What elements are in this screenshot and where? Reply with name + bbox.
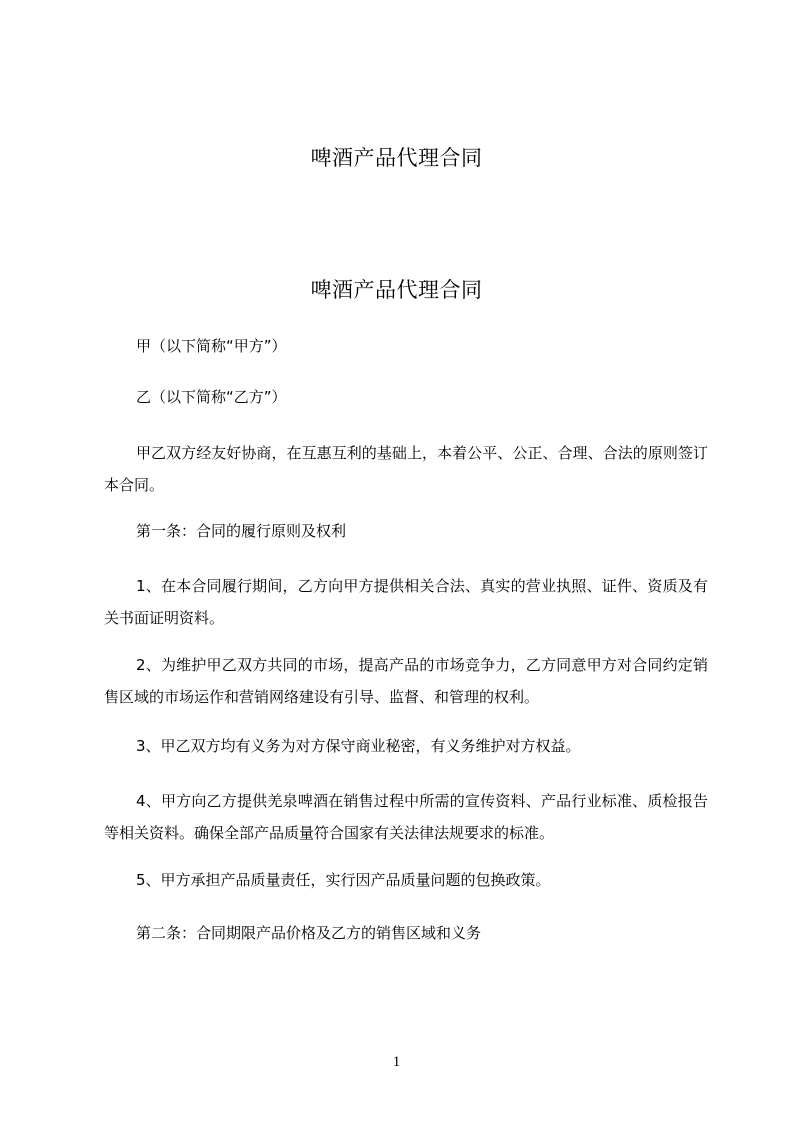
article-1-item-2: 2、为维护甲乙双方共同的市场，提高产品的市场竞争力，乙方同意甲方对合同约定销售区域的市场运作和营销网络建设有引导、监督、和管理的权利。 (104, 656, 708, 706)
party-a-line: 甲（以下简称“甲方”） (136, 337, 287, 355)
article-1-item-5: 5、甲方承担产品质量责任，实行因产品质量问题的包换政策。 (136, 871, 551, 889)
article-1-heading: 第一条：合同的履行原则及权利 (136, 522, 347, 540)
page-number: 1 (392, 1054, 401, 1070)
article-1-item-4: 4、甲方向乙方提供羌泉啤酒在销售过程中所需的宣传资料、产品行业标准、质检报告等相关资料。确保全部产品质量符合国家有关法律法规要求的标准。 (104, 792, 708, 842)
contract-title: 啤酒产品代理合同 (310, 278, 483, 302)
article-2-heading: 第二条：合同期限产品价格及乙方的销售区域和义务 (136, 924, 482, 942)
article-1-item-1: 1、在本合同履行期间，乙方向甲方提供相关合法、真实的营业执照、证件、资质及有关书面证明资料。 (104, 577, 708, 627)
article-1-item-3: 3、甲乙双方均有义务为对方保守商业秘密，有义务维护对方权益。 (136, 737, 581, 755)
intro-paragraph: 甲乙双方经友好协商，在互惠互利的基础上，本着公平、公正、合理、合法的原则签订本合同。 (104, 444, 708, 494)
party-b-line: 乙（以下简称“乙方”） (136, 388, 287, 406)
header-title: 啤酒产品代理合同 (310, 146, 483, 170)
